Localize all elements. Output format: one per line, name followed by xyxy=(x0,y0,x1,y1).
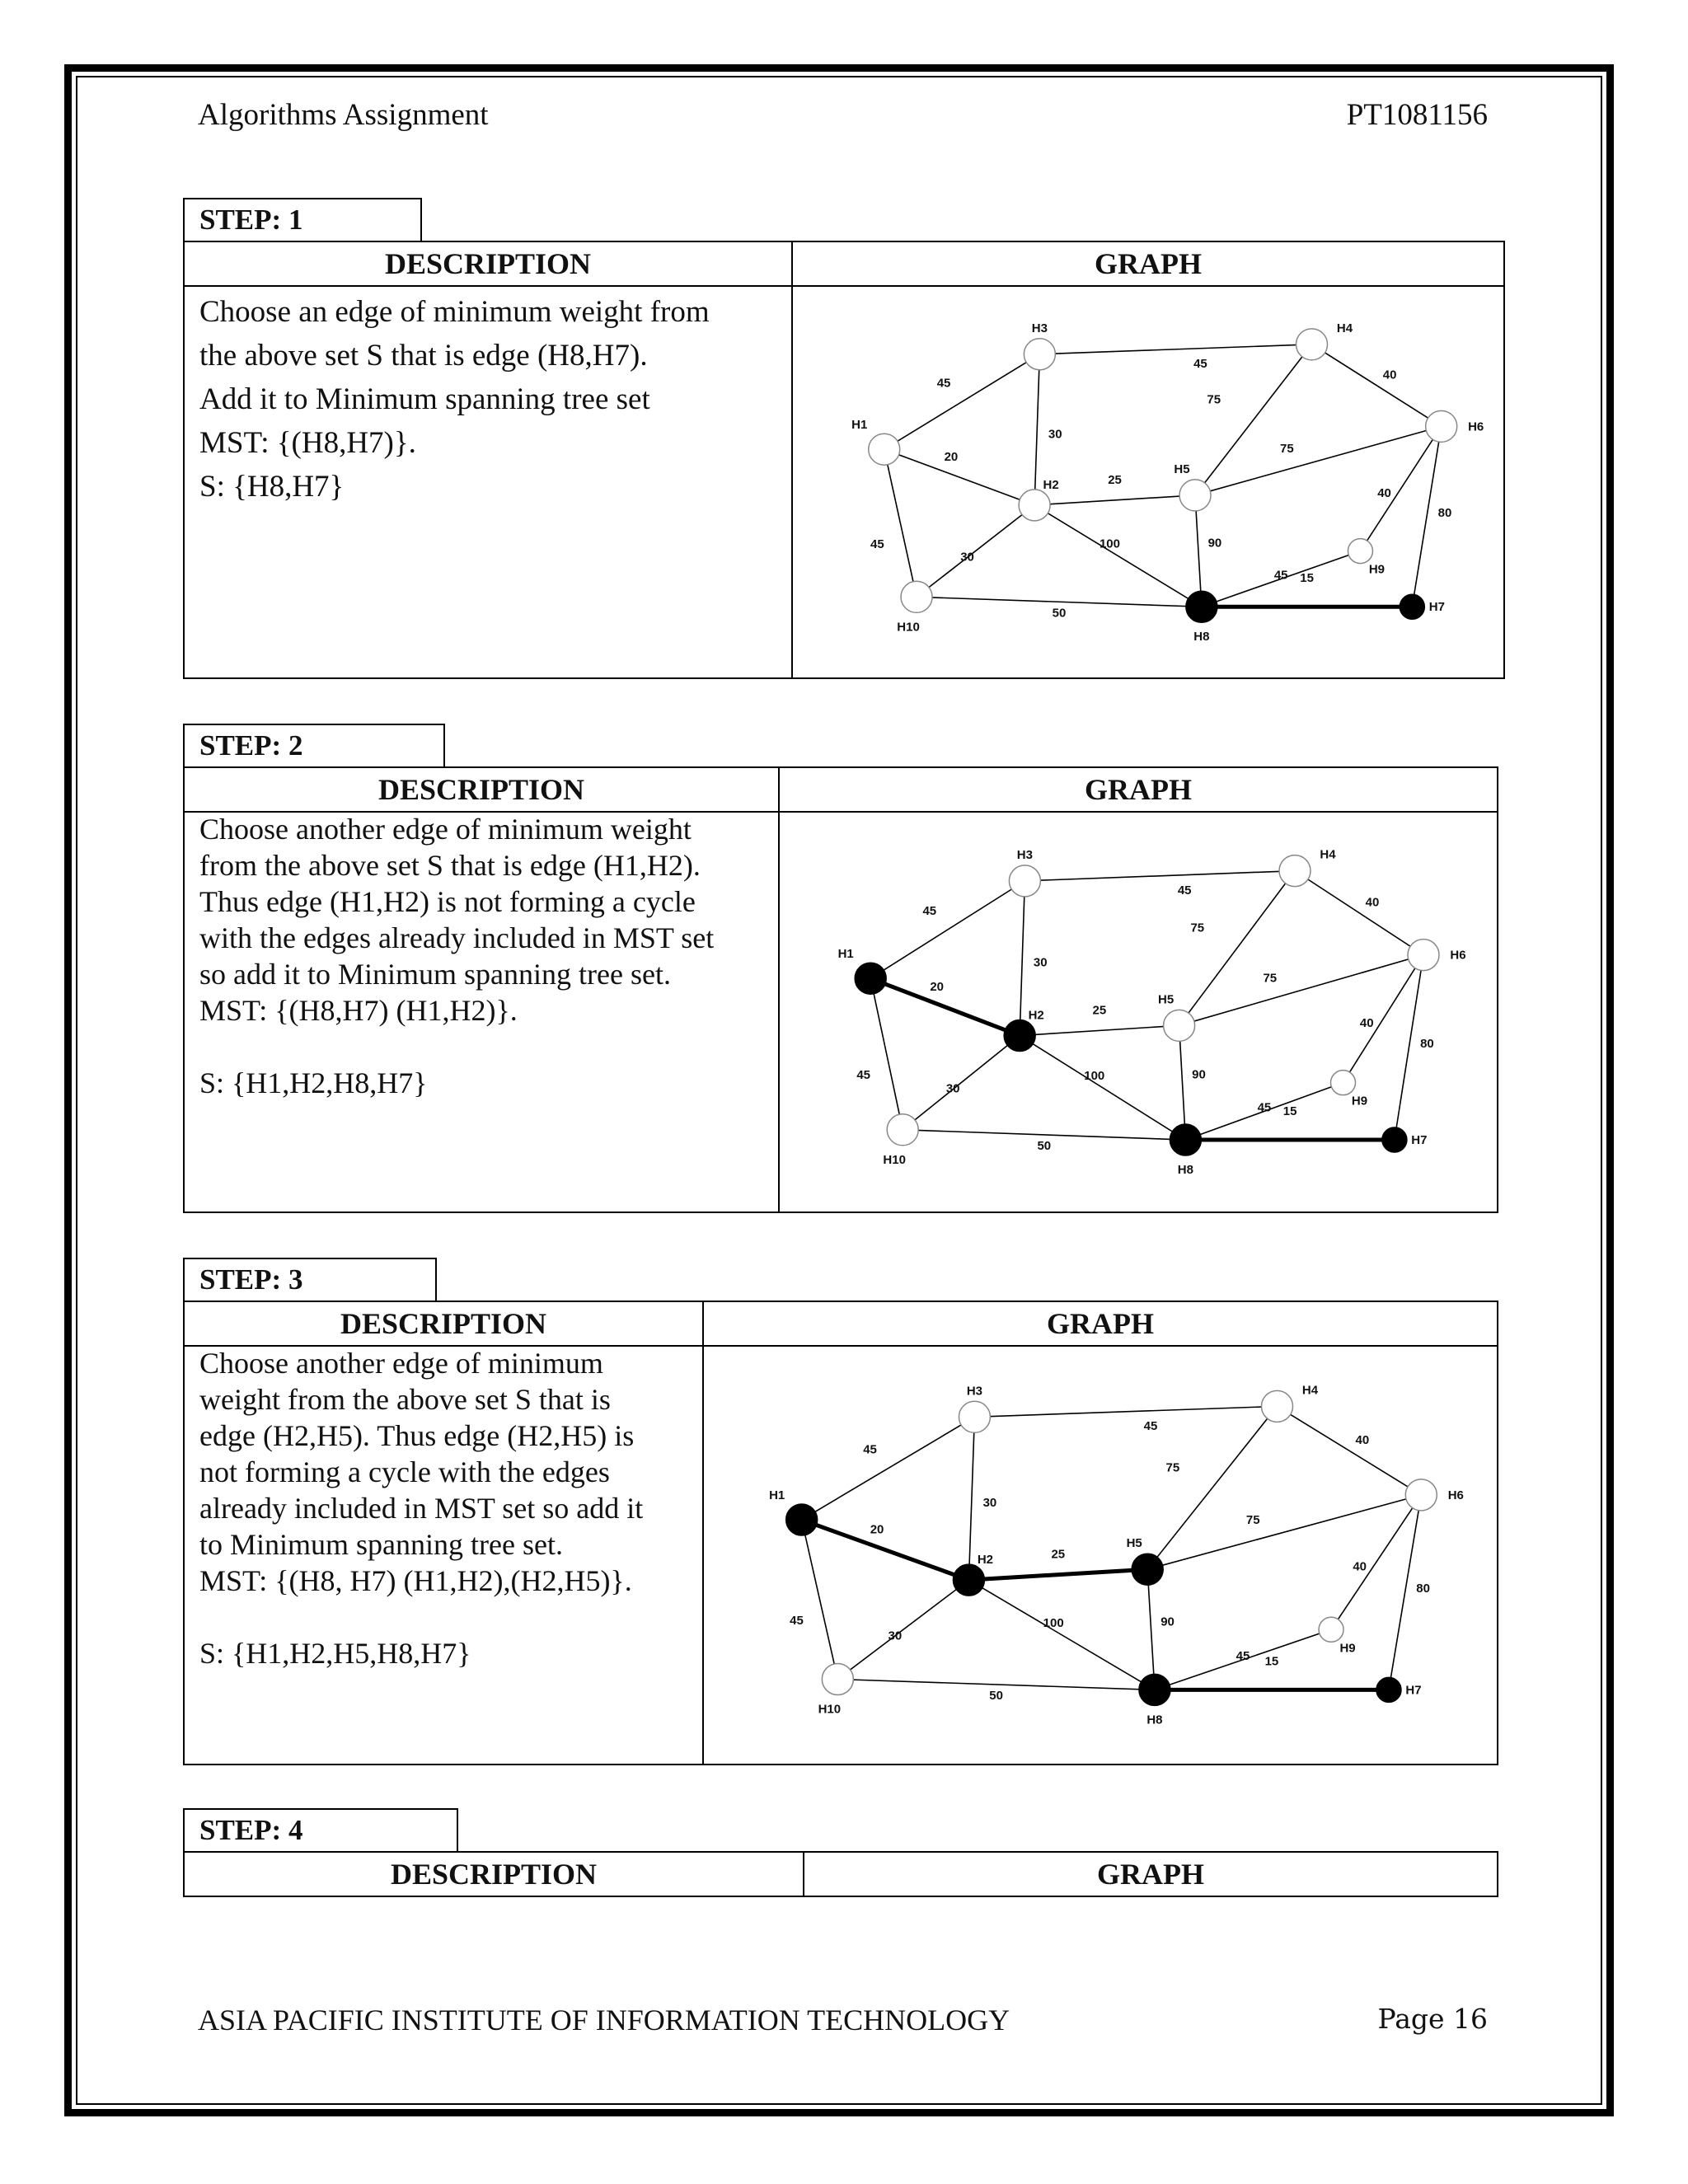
edge-weight-h9-h8: 45 xyxy=(1236,1648,1250,1663)
description-line: weight from the above set S that is xyxy=(199,1383,611,1416)
node-label-h7: H7 xyxy=(1405,1683,1422,1698)
edge-weight-h4-h5: 75 xyxy=(1190,921,1205,935)
node-label-h7: H7 xyxy=(1411,1133,1428,1148)
edge-h4-h5 xyxy=(1195,344,1311,495)
step-3-graph-header: GRAPH xyxy=(1047,1307,1154,1340)
edge-weight-h3-h2: 30 xyxy=(1033,955,1048,970)
description-line: from the above set S that is edge (H1,H2). xyxy=(199,849,701,882)
node-label-h1: H1 xyxy=(851,418,868,433)
edge-weight-h2-h10: 30 xyxy=(888,1629,903,1643)
step-4-graph-header: GRAPH xyxy=(1097,1858,1204,1891)
step-4-table xyxy=(183,1851,1498,1897)
selected-node-h2 xyxy=(1004,1020,1035,1052)
node-label-h2: H2 xyxy=(1043,477,1059,492)
edge-weight-h3-h2: 30 xyxy=(982,1496,997,1511)
edge-weight-h1-h3: 45 xyxy=(936,376,951,391)
step-1-graph xyxy=(793,285,1515,679)
edge-h1-h3 xyxy=(802,1417,975,1520)
edge-weight-h2-h8: 100 xyxy=(1043,1615,1064,1630)
node-h9 xyxy=(1319,1617,1343,1642)
edge-weight-h8-h7: 15 xyxy=(1300,571,1314,586)
description-line: S: {H1,H2,H8,H7} xyxy=(199,1066,428,1099)
node-h9 xyxy=(1348,539,1372,564)
edge-weight-h5-h6: 75 xyxy=(1263,971,1278,986)
node-label-h1: H1 xyxy=(837,947,854,962)
edge-weight-h3-h4: 45 xyxy=(1177,883,1192,898)
edge-weight-h5-h8: 90 xyxy=(1207,536,1222,551)
edge-h5-h6 xyxy=(1195,426,1442,495)
selected-node-h2 xyxy=(953,1564,984,1596)
edge-weight-h9-h8: 45 xyxy=(1273,568,1288,583)
node-h9 xyxy=(1331,1071,1356,1095)
edge-weight-h3-h4: 45 xyxy=(1143,1418,1158,1433)
description-line xyxy=(199,1599,692,1635)
selected-node-h7 xyxy=(1400,594,1424,619)
edge-h2-h10 xyxy=(903,1036,1020,1130)
edge-h6-h7 xyxy=(1412,426,1441,607)
edge-weight-h2-h10: 30 xyxy=(945,1081,960,1096)
edge-weight-h4-h6: 40 xyxy=(1355,1433,1370,1448)
edge-weight-h5-h8: 90 xyxy=(1160,1615,1175,1629)
edge-h1-h10 xyxy=(870,978,903,1130)
edge-h1-h3 xyxy=(870,881,1025,978)
mst-edge-h1-h2 xyxy=(802,1520,969,1580)
mst-edge-h1-h2 xyxy=(870,978,1020,1035)
graph-canvas xyxy=(793,285,1515,679)
edge-h4-h6 xyxy=(1278,1406,1422,1495)
edge-weight-h1-h10: 45 xyxy=(790,1613,804,1628)
footer-institute: ASIA PACIFIC INSTITUTE OF INFORMATION TECHNOLOGY xyxy=(198,2004,1010,2036)
node-label-h3: H3 xyxy=(966,1384,983,1399)
edge-weight-h1-h2: 20 xyxy=(930,979,945,994)
edge-weight-h2-h8: 100 xyxy=(1099,537,1121,551)
node-h4 xyxy=(1262,1390,1293,1422)
step-2-graph xyxy=(780,811,1497,1213)
selected-node-h7 xyxy=(1382,1127,1407,1152)
edge-h1-h3 xyxy=(884,354,1040,449)
node-label-h2: H2 xyxy=(1028,1008,1044,1023)
selected-node-h1 xyxy=(786,1504,818,1535)
edge-h2-h5 xyxy=(1034,495,1195,505)
description-line: S: {H8,H7} xyxy=(199,470,345,504)
description-line: Thus edge (H1,H2) is not forming a cycle xyxy=(199,885,696,918)
step-2-table xyxy=(183,766,1498,1213)
edge-h3-h2 xyxy=(1020,881,1025,1036)
node-h4 xyxy=(1279,855,1311,887)
node-label-h9: H9 xyxy=(1368,562,1386,577)
node-label-h8: H8 xyxy=(1177,1163,1193,1178)
step-1-graph-header: GRAPH xyxy=(1095,247,1202,280)
node-label-h4: H4 xyxy=(1320,847,1336,862)
edge-weight-h1-h10: 45 xyxy=(870,537,884,551)
edge-h3-h2 xyxy=(1034,354,1039,505)
edge-weight-h6-h7: 80 xyxy=(1416,1582,1430,1596)
edge-h3-h4 xyxy=(1039,344,1311,354)
step-1-label: STEP: 1 xyxy=(183,198,422,241)
node-h6 xyxy=(1408,940,1439,971)
step-1-description-header: DESCRIPTION xyxy=(384,247,592,280)
description-line: MST: {(H8,H7)}. xyxy=(199,426,416,460)
edge-h2-h5 xyxy=(1020,1025,1179,1035)
edge-weight-h1-h10: 45 xyxy=(856,1068,871,1082)
edge-weight-h3-h4: 45 xyxy=(1193,356,1207,371)
step-1-table xyxy=(183,241,1505,679)
edge-weight-h1-h3: 45 xyxy=(863,1442,877,1457)
node-label-h3: H3 xyxy=(1016,847,1033,862)
description-line: Choose another edge of minimum weight xyxy=(199,813,692,846)
description-line: with the edges already included in MST set xyxy=(199,921,715,954)
description-line: Choose another edge of minimum xyxy=(199,1347,603,1380)
edge-weight-h9-h8: 45 xyxy=(1257,1100,1272,1115)
edge-h4-h5 xyxy=(1147,1406,1277,1569)
edge-weight-h2-h8: 100 xyxy=(1084,1068,1105,1083)
step-1-description xyxy=(199,290,776,509)
edge-weight-h6-h7: 80 xyxy=(1437,505,1452,520)
node-label-h4: H4 xyxy=(1336,321,1353,335)
step-2-description-header: DESCRIPTION xyxy=(377,773,585,806)
description-line: edge (H2,H5). Thus edge (H2,H5) is xyxy=(199,1419,635,1452)
edge-h5-h8 xyxy=(1195,495,1202,607)
edge-h1-h10 xyxy=(802,1520,838,1680)
edge-weight-h10-h8: 50 xyxy=(1052,606,1067,621)
node-label-h7: H7 xyxy=(1428,600,1445,615)
node-h1 xyxy=(869,434,900,465)
edge-h1-h2 xyxy=(884,449,1034,505)
step-3-description xyxy=(199,1345,692,1671)
edge-h5-h8 xyxy=(1179,1025,1186,1140)
mst-edge-h2-h5 xyxy=(968,1569,1147,1580)
description-line: Add it to Minimum spanning tree set xyxy=(199,382,650,416)
edge-weight-h6-h9: 40 xyxy=(1359,1016,1374,1031)
edge-h5-h6 xyxy=(1179,955,1423,1026)
node-label-h6: H6 xyxy=(1468,419,1484,434)
node-label-h5: H5 xyxy=(1174,462,1190,476)
description-line: already included in MST set so add it xyxy=(199,1492,644,1525)
edge-h2-h10 xyxy=(917,505,1034,597)
edge-weight-h8-h7: 15 xyxy=(1264,1654,1279,1669)
node-h3 xyxy=(1009,865,1040,897)
edge-weight-h5-h6: 75 xyxy=(1245,1513,1260,1528)
edge-weight-h4-h6: 40 xyxy=(1365,895,1380,910)
node-h4 xyxy=(1296,329,1328,360)
description-line: Choose an edge of minimum weight from xyxy=(199,295,710,329)
edge-h3-h4 xyxy=(1025,871,1295,881)
node-label-h4: H4 xyxy=(1301,1383,1319,1398)
description-line: MST: {(H8,H7) (H1,H2)}. xyxy=(199,994,518,1027)
edge-h5-h8 xyxy=(1147,1569,1155,1690)
selected-node-h5 xyxy=(1132,1554,1163,1585)
node-h2 xyxy=(1019,490,1050,521)
step-3-description-header: DESCRIPTION xyxy=(340,1307,547,1340)
node-h6 xyxy=(1426,410,1457,442)
node-label-h3: H3 xyxy=(1031,321,1048,335)
description-line xyxy=(199,1029,768,1065)
edge-h4-h6 xyxy=(1312,344,1442,426)
node-label-h6: H6 xyxy=(1450,948,1466,963)
edge-weight-h2-h5: 25 xyxy=(1092,1003,1107,1018)
edge-weight-h3-h2: 30 xyxy=(1048,427,1062,442)
edge-h2-h8 xyxy=(968,1580,1154,1690)
edge-weight-h1-h2: 20 xyxy=(870,1522,884,1537)
node-label-h9: H9 xyxy=(1339,1641,1356,1656)
selected-node-h1 xyxy=(855,963,886,994)
header-student-id: PT1081156 xyxy=(1346,98,1488,132)
edge-weight-h6-h7: 80 xyxy=(1420,1036,1434,1051)
graph-canvas xyxy=(780,811,1497,1213)
edge-weight-h4-h5: 75 xyxy=(1207,392,1221,407)
edge-weight-h4-h6: 40 xyxy=(1382,368,1397,382)
step-4-description-header: DESCRIPTION xyxy=(390,1858,598,1891)
edge-h3-h2 xyxy=(968,1417,974,1580)
description-line: so add it to Minimum spanning tree set. xyxy=(199,958,671,991)
node-label-h6: H6 xyxy=(1447,1488,1464,1502)
description-line: to Minimum spanning tree set. xyxy=(199,1528,563,1561)
edge-weight-h2-h10: 30 xyxy=(960,550,974,565)
node-label-h1: H1 xyxy=(769,1488,785,1502)
selected-node-h8 xyxy=(1186,591,1217,622)
edge-weight-h2-h5: 25 xyxy=(1051,1547,1066,1562)
step-3-graph xyxy=(704,1345,1498,1765)
node-h3 xyxy=(959,1401,990,1432)
node-label-h8: H8 xyxy=(1146,1713,1163,1727)
node-h6 xyxy=(1405,1479,1437,1511)
step-4-label: STEP: 4 xyxy=(183,1808,458,1851)
edge-h5-h6 xyxy=(1147,1495,1421,1569)
step-3-label: STEP: 3 xyxy=(183,1258,437,1301)
node-label-h9: H9 xyxy=(1351,1094,1368,1108)
selected-node-h7 xyxy=(1376,1677,1401,1702)
node-label-h5: H5 xyxy=(1158,992,1175,1007)
step-2-description xyxy=(199,811,768,1101)
edge-h2-h8 xyxy=(1034,505,1202,607)
header-title: Algorithms Assignment xyxy=(198,98,489,132)
edge-weight-h5-h6: 75 xyxy=(1280,442,1294,457)
node-label-h5: H5 xyxy=(1126,1536,1142,1551)
edge-weight-h4-h5: 75 xyxy=(1165,1460,1180,1475)
edge-h6-h7 xyxy=(1395,955,1423,1140)
edge-weight-h10-h8: 50 xyxy=(1037,1138,1052,1153)
node-label-h10: H10 xyxy=(897,620,920,635)
edge-h4-h5 xyxy=(1179,871,1295,1026)
node-h10 xyxy=(901,581,932,612)
selected-node-h8 xyxy=(1170,1124,1201,1155)
edge-h2-h8 xyxy=(1020,1036,1185,1140)
selected-node-h8 xyxy=(1139,1674,1170,1705)
edge-h1-h10 xyxy=(884,449,917,597)
node-label-h10: H10 xyxy=(818,1702,842,1717)
edge-weight-h5-h8: 90 xyxy=(1192,1067,1206,1082)
edge-weight-h1-h3: 45 xyxy=(922,904,937,919)
node-label-h8: H8 xyxy=(1193,630,1210,644)
description-line: not forming a cycle with the edges xyxy=(199,1455,610,1488)
step-3-table xyxy=(183,1301,1498,1765)
edge-weight-h8-h7: 15 xyxy=(1282,1104,1297,1119)
edge-weight-h1-h2: 20 xyxy=(944,450,959,465)
description-line: the above set S that is edge (H8,H7). xyxy=(199,339,648,373)
graph-canvas xyxy=(704,1345,1498,1765)
edge-weight-h2-h5: 25 xyxy=(1108,472,1122,487)
edge-weight-h6-h9: 40 xyxy=(1353,1559,1367,1574)
edge-h2-h10 xyxy=(837,1580,968,1679)
edge-weight-h10-h8: 50 xyxy=(989,1688,1003,1703)
edge-h4-h6 xyxy=(1295,871,1423,955)
edge-h3-h4 xyxy=(974,1406,1277,1417)
step-2-graph-header: GRAPH xyxy=(1085,773,1192,806)
node-h5 xyxy=(1164,1010,1195,1041)
footer-page-number: Page 16 xyxy=(1377,2003,1488,2035)
description-line: MST: {(H8, H7) (H1,H2),(H2,H5)}. xyxy=(199,1564,632,1597)
edge-weight-h6-h9: 40 xyxy=(1377,485,1391,500)
step-2-label: STEP: 2 xyxy=(183,724,445,766)
node-h5 xyxy=(1179,480,1211,511)
description-line: S: {H1,H2,H5,H8,H7} xyxy=(199,1637,471,1670)
node-h3 xyxy=(1024,339,1055,370)
node-h10 xyxy=(822,1664,853,1695)
node-label-h2: H2 xyxy=(977,1553,994,1568)
node-h10 xyxy=(887,1114,918,1146)
node-label-h10: H10 xyxy=(883,1152,906,1167)
